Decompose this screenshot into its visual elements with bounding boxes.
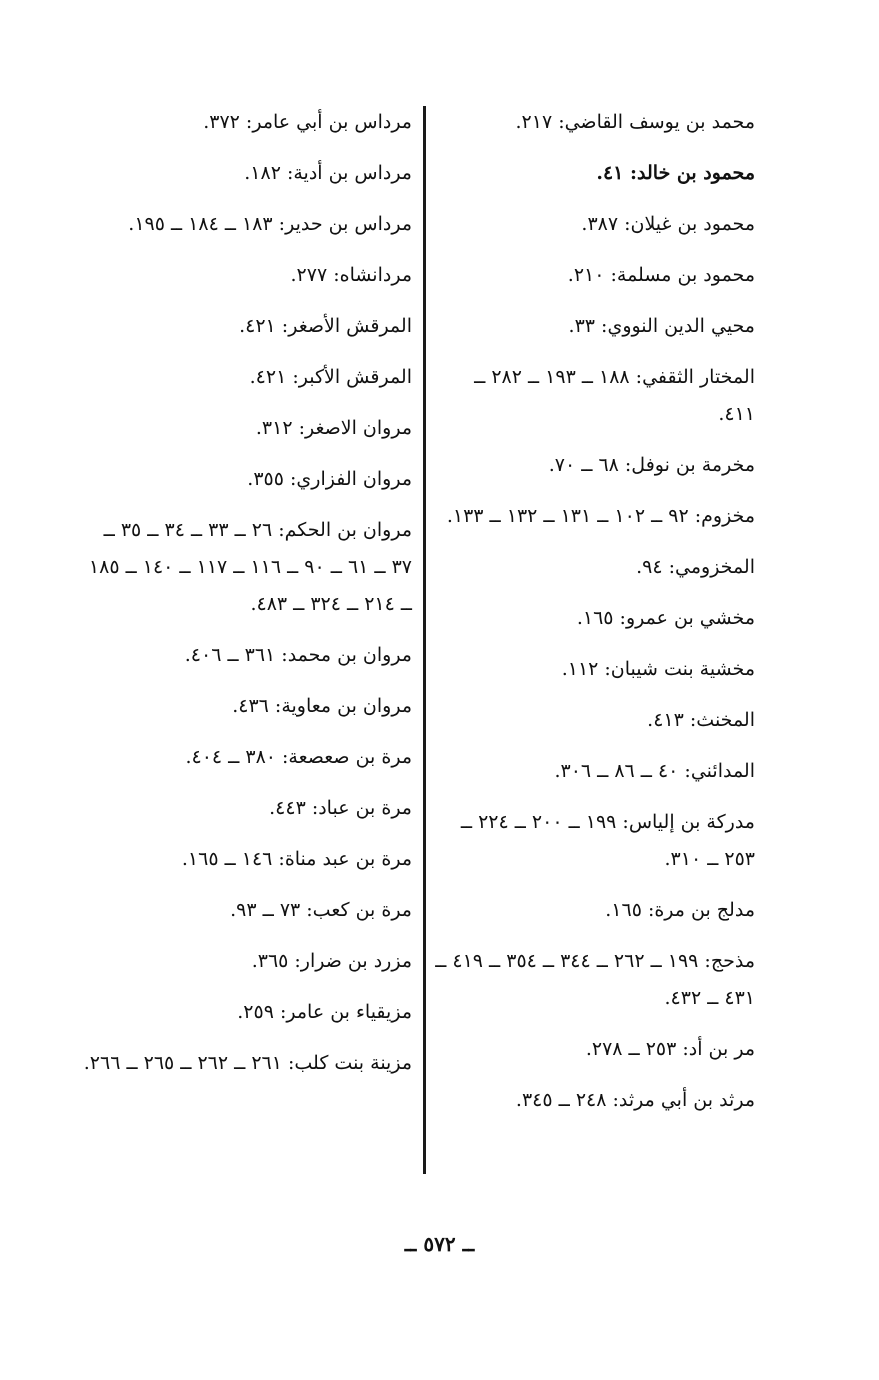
index-entry: مرثد بن أبي مرثد: ٢٤٨ ــ ٣٤٥. [515,1089,755,1111]
index-entry: مردانشاه: ٢٧٧. [290,264,412,286]
index-entry: مرداس بن أبي عامر: ٣٧٢. [203,111,412,133]
index-entry: محيي الدين النووي: ٣٣. [568,315,755,337]
index-entry: مروان بن الحكم: ٢٦ ــ ٣٣ ــ ٣٤ ــ ٣٥ ــ ٣٧ ــ ٦١ ــ ٩٠ ــ ١١٦ ــ ١١٧ ــ ١٤٠ ــ ١٨٥ ــ ٢١٤ ــ ٣٢٤ ــ ٤٨٣. [88,519,412,615]
index-entry: مرة بن صعصعة: ٣٨٠ ــ ٤٠٤. [185,746,412,768]
index-column-left [80,104,412,1096]
index-entry: مرة بن عباد: ٤٤٣. [269,797,412,819]
index-entry: مرة بن كعب: ٧٣ ــ ٩٣. [230,899,412,921]
index-entry: محمد بن يوسف القاضي: ٢١٧. [515,111,755,133]
index-entry: مرداس بن حدير: ١٨٣ ــ ١٨٤ ــ ١٩٥. [128,213,412,235]
index-entry: مزيقياء بن عامر: ٢٥٩. [237,1001,412,1023]
index-entry: مذحج: ١٩٩ ــ ٢٦٢ ــ ٣٤٤ ــ ٣٥٤ ــ ٤١٩ ــ ٤٣١ ــ ٤٣٢. [435,950,755,1009]
index-entry: مروان الاصغر: ٣١٢. [255,417,412,439]
index-entry: مروان بن معاوية: ٤٣٦. [232,695,412,717]
index-entry: المدائني: ٤٠ ــ ٨٦ ــ ٣٠٦. [554,760,755,782]
index-entry: مزينة بنت كلب: ٢٦١ ــ ٢٦٢ ــ ٢٦٥ ــ ٢٦٦. [83,1052,412,1074]
index-entry: مخرمة بن نوفل: ٦٨ ــ ٧٠. [548,454,755,476]
index-entry: مدركة بن إلياس: ١٩٩ ــ ٢٠٠ ــ ٢٢٤ ــ ٢٥٣ ــ ٣١٠. [460,811,755,870]
index-entry: المختار الثقفي: ١٨٨ ــ ١٩٣ ــ ٢٨٢ ــ ٤١١. [474,366,755,425]
index-entry: المخزومي: ٩٤. [636,556,755,578]
index-entry: محمود بن غيلان: ٣٨٧. [581,213,755,235]
index-entry: مرة بن عبد مناة: ١٤٦ ــ ١٦٥. [181,848,412,870]
page-number: ــ ٥٧٢ ــ [404,1232,475,1256]
index-entry: محمود بن خالد: ٤١. [596,162,755,184]
index-entry: مروان بن محمد: ٣٦١ ــ ٤٠٦. [184,644,412,666]
index-entry: مخشي بن عمرو: ١٦٥. [576,607,755,629]
index-entry: مخشية بنت شيبان: ١١٢. [561,658,755,680]
index-entry: مخزوم: ٩٢ ــ ١٠٢ ــ ١٣١ ــ ١٣٢ ــ ١٣٣. [446,505,755,527]
index-entry: المرقش الأصغر: ٤٢١. [239,315,412,337]
index-entry: محمود بن مسلمة: ٢١٠. [567,264,755,286]
index-entry: مزرد بن ضرار: ٣٦٥. [251,950,412,972]
index-entry: مر بن أد: ٢٥٣ ــ ٢٧٨. [585,1038,755,1060]
index-entry: مدلج بن مرة: ١٦٥. [605,899,755,921]
index-column-right [433,104,755,1133]
column-divider [423,106,426,1174]
index-entry: مروان الفزاري: ٣٥٥. [247,468,412,490]
index-entry: مرداس بن أدية: ١٨٢. [244,162,412,184]
index-entry: المرقش الأكبر: ٤٢١. [249,366,412,388]
index-entry: المخنث: ٤١٣. [647,709,755,731]
